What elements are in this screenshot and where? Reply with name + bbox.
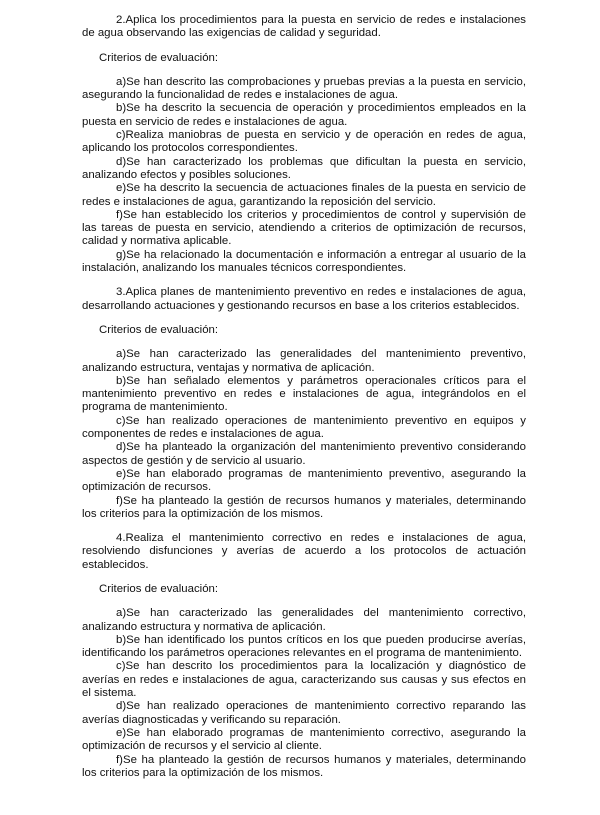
criterion-text: Se ha relacionado la documentación e información a entregar al usuario de la instalación, analizando los manuales técnicos correspondientes. — [82, 248, 526, 275]
criterion-letter: e) — [116, 467, 127, 480]
criterion-letter: e) — [116, 726, 127, 739]
criterion-letter: e) — [116, 182, 127, 195]
criteria-list — [82, 607, 526, 780]
criterion-letter: f) — [116, 208, 123, 221]
criterion-item — [82, 348, 526, 375]
criterion-item — [82, 700, 526, 727]
criterion-text: Se ha descrito la secuencia de actuaciones finales de la puesta en servicio de redes e instalaciones de agua, garantizando la reposición del servicio. — [82, 182, 526, 208]
criterion-text: Se han caracterizado los problemas que dificultan la puesta en servicio, analizando efectos y posibles soluciones. — [82, 155, 526, 181]
criterion-item — [82, 468, 526, 495]
criterion-letter: d) — [116, 441, 127, 454]
criterion-letter: a) — [116, 348, 127, 361]
outcome-number: 2. — [116, 14, 126, 26]
criterion-text: Se ha descrito la secuencia de operación y procedimientos empleados en la puesta en servicio de redes e instalaciones de agua. — [82, 102, 526, 128]
criterion-text: Se han realizado operaciones de mantenimiento preventivo en equipos y componentes de redes e instalaciones de agua. — [82, 414, 526, 441]
criterion-text: Se han descrito los procedimientos para la localización y diagnóstico de averías en redes e instalaciones de agua, caracterizando sus causas y sus efectos en el sistema. — [82, 660, 526, 700]
criterion-item — [82, 182, 526, 209]
criteria-heading: Criterios de evaluación: — [99, 323, 219, 336]
criteria-list — [82, 348, 526, 521]
criterion-item — [82, 102, 526, 129]
outcome-text: Realiza el mantenimiento correctivo en redes e instalaciones de agua, resolviendo disfunciones y averías de acuerdo a los protocolos de actuación establecidos. — [82, 532, 526, 571]
criterion-item — [82, 754, 526, 781]
criterion-item — [82, 495, 526, 522]
criterion-letter: b) — [116, 374, 127, 387]
criterion-item — [82, 249, 526, 276]
criterion-item — [82, 209, 526, 249]
criterion-letter: c) — [116, 129, 126, 142]
criterion-letter: g) — [116, 248, 127, 261]
criterion-text: Se han descrito las comprobaciones y pruebas previas a la puesta en servicio, asegurando la funcionalidad de redes e instalaciones de agua. — [82, 75, 526, 102]
criterion-letter: a) — [116, 607, 127, 620]
learning-outcome-statement — [82, 286, 526, 313]
outcome-number: 3. — [116, 286, 126, 299]
criterion-letter: f) — [116, 753, 123, 766]
outcome-number: 4. — [116, 532, 126, 545]
outcome-text: Aplica los procedimientos para la puesta en servicio de redes e instalaciones de agua observando las exigencias de calidad y seguridad. — [82, 14, 526, 40]
outcome-text: Aplica planes de mantenimiento preventivo en redes e instalaciones de agua, desarrollando actuaciones y gestionando recursos en base a los criterios establecidos. — [82, 286, 526, 312]
criterion-item — [82, 129, 526, 156]
criterion-text: Se han elaborado programas de mantenimiento preventivo, asegurando la optimización de recursos. — [82, 467, 526, 494]
criterion-item — [82, 660, 526, 700]
criterion-letter: d) — [116, 700, 127, 713]
criterion-item — [82, 76, 526, 103]
learning-outcome-statement — [82, 14, 526, 41]
criterion-letter: f) — [116, 494, 123, 507]
criterion-letter: d) — [116, 155, 127, 168]
criterion-text: Se han identificado los puntos críticos en los que pueden producirse averías, identificando los parámetros operaciones relevantes en el programa de mantenimiento. — [82, 633, 526, 660]
criterion-text: Se han caracterizado las generalidades del mantenimiento correctivo, analizando estructura y normativa de aplicación. — [82, 607, 526, 633]
criterion-text: Se han establecido los criterios y procedimientos de control y supervisión de las tareas de puesta en servicio, atendiendo a criterios de optimización de recursos, calidad y normativa aplicable. — [82, 208, 526, 248]
criterion-text: Se ha planteado la gestión de recursos humanos y materiales, determinando los criterios para la optimización de los mismos. — [82, 753, 526, 779]
criterion-letter: b) — [116, 102, 127, 115]
criterion-text: Se han señalado elementos y parámetros operacionales críticos para el mantenimiento preventivo en redes e instalaciones de agua, integrándolos en el programa de mantenimiento. — [82, 374, 526, 414]
learning-outcome-2 — [82, 14, 526, 275]
criterion-item — [82, 607, 526, 634]
criterion-item — [82, 415, 526, 442]
learning-outcome-statement — [82, 532, 526, 572]
criteria-heading: Criterios de evaluación: — [99, 51, 219, 64]
document-body — [82, 14, 526, 791]
learning-outcome-3 — [82, 286, 526, 521]
criterion-text: Se ha planteado la organización del mantenimiento preventivo considerando aspectos de gestión y de servicio al usuario. — [82, 441, 526, 467]
criterion-text: Se han elaborado programas de mantenimiento correctivo, asegurando la optimización de recursos y el servicio al cliente. — [82, 726, 526, 753]
criterion-item — [82, 727, 526, 754]
learning-outcome-4 — [82, 532, 526, 780]
criterion-item — [82, 634, 526, 661]
criterion-letter: a) — [116, 75, 127, 88]
criteria-list — [82, 76, 526, 275]
criterion-item — [82, 441, 526, 468]
criterion-letter: b) — [116, 633, 127, 646]
criterion-text: Se han caracterizado las generalidades del mantenimiento preventivo, analizando estructura, ventajas y normativa de aplicación. — [82, 348, 526, 374]
criterion-text: Se han realizado operaciones de mantenimiento correctivo reparando las averías diagnosticadas y verificando su reparación. — [82, 700, 526, 726]
criterion-letter: c) — [116, 414, 126, 427]
criterion-item — [82, 375, 526, 415]
criterion-item — [82, 156, 526, 183]
criterion-text: Se ha planteado la gestión de recursos humanos y materiales, determinando los criterios para la optimización de los mismos. — [82, 494, 526, 520]
criteria-heading: Criterios de evaluación: — [99, 582, 219, 595]
criterion-letter: c) — [116, 660, 126, 673]
criterion-text: Realiza maniobras de puesta en servicio y de operación en redes de agua, aplicando los protocolos correspondientes. — [82, 129, 526, 155]
